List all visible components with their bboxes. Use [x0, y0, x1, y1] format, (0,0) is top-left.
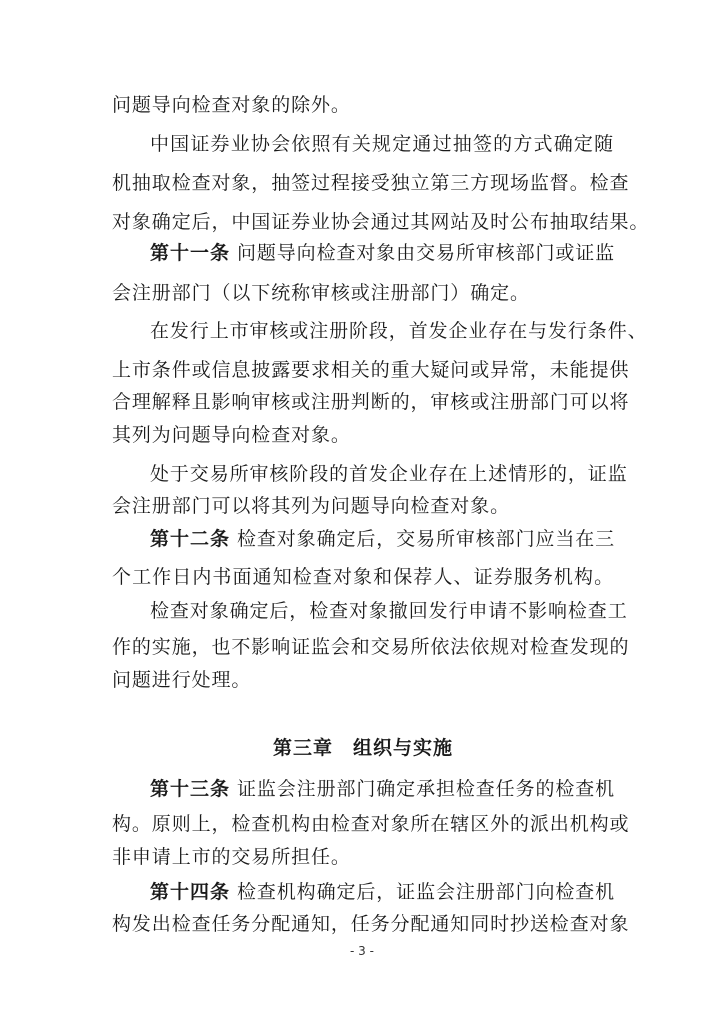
body-line: 其列为问题导向检查对象。 — [112, 424, 351, 446]
article-13-text: 证监会注册部门确定承担检查任务的检查机 — [236, 778, 616, 800]
chapter-number: 第三章 — [272, 737, 333, 759]
article-11-label: 第十一条 — [150, 242, 231, 264]
body-line: 处于交易所审核阶段的首发企业存在上述情形的，证监 — [150, 463, 628, 485]
body-line: 合理解释且影响审核或注册判断的，审核或注册部门可以将 — [112, 391, 630, 413]
body-line: 问题进行处理。 — [112, 669, 252, 691]
article-14-label: 第十四条 — [150, 881, 231, 903]
article-13-line — [112, 772, 614, 806]
body-line: 问题导向检查对象的除外。 — [112, 94, 351, 116]
body-line: 个工作日内书面通知检查对象和保荐人、证券服务机构。 — [112, 566, 614, 588]
article-13-label: 第十三条 — [150, 778, 231, 800]
body-line: 构。原则上，检查机构由检查对象所在辖区外的派出机构或 — [112, 813, 630, 835]
chapter-title: 组织与实施 — [353, 737, 454, 759]
body-line: 机抽取检查对象，抽签过程接受独立第三方现场监督。检查 — [112, 172, 630, 194]
body-line: 非申请上市的交易所担任。 — [112, 846, 351, 868]
body-line: 会注册部门可以将其列为问题导向检查对象。 — [112, 495, 511, 517]
article-11-text: 问题导向检查对象由交易所审核部门或证监 — [236, 242, 616, 264]
body-line: 作的实施，也不影响证监会和交易所依法依规对检查发现的 — [112, 636, 630, 658]
article-11-line — [112, 236, 614, 270]
article-12-text: 检查对象确定后，交易所审核部门应当在三 — [236, 528, 616, 550]
page-number: - 3 - — [350, 944, 374, 958]
article-14-line — [112, 875, 614, 909]
body-line: 对象确定后，中国证券业协会通过其网站及时公布抽取结果。 — [112, 211, 650, 233]
article-14-text: 检查机构确定后，证监会注册部门向检查机 — [236, 881, 616, 903]
body-line: 构发出检查任务分配通知，任务分配通知同时抄送检查对象 — [112, 913, 630, 935]
body-line: 会注册部门（以下统称审核或注册部门）确定。 — [112, 282, 530, 304]
body-line: 中国证券业协会依照有关规定通过抽签的方式确定随 — [150, 133, 614, 155]
chapter-heading — [112, 731, 614, 765]
body-line: 检查对象确定后，检查对象撤回发行申请不影响检查工 — [150, 600, 628, 622]
body-line: 在发行上市审核或注册阶段，首发企业存在与发行条件、 — [150, 320, 648, 342]
article-12-line — [112, 522, 614, 556]
article-12-label: 第十二条 — [150, 528, 231, 550]
body-line: 上市条件或信息披露要求相关的重大疑问或异常，未能提供 — [112, 359, 630, 381]
